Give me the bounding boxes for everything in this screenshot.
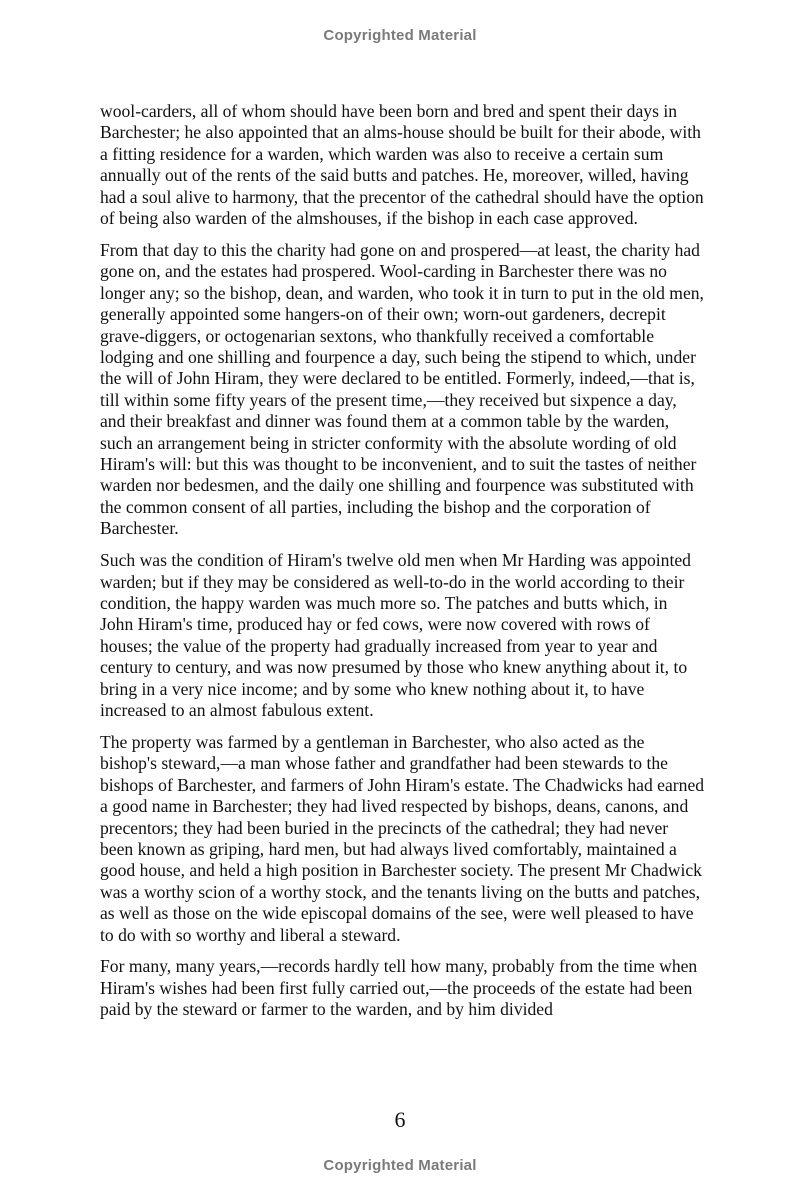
paragraph-4: The property was farmed by a gentleman in Barchester, who also acted as the bishop's steward,—a man whose father and grandfather had been stewards to the bishops of Barchester, and farmers of John Hiram's estate. The Chadwicks had earned a good name in Barchester; they had lived respected by bishops, deans, canons, and precentors; they had been buried in the precincts of the cathedral; they had never been known as griping, hard men, but had always lived comfortably, maintained a good house, and held a high position in Barchester society. The present Mr Chadwick was a worthy scion of a worthy stock, and the tenants living on the butts and patches, as well as those on the wide episcopal domains of the see, were well pleased to have to do with so worthy and liberal a steward. [100,731,705,945]
page-number: 6 [394,1107,406,1132]
paragraph-2: From that day to this the charity had gone on and prospered—at least, the charity had gone on, and the estates had prospered. Wool-carding in Barchester there was no longer any; so the bishop, dean, and warden, who took it in turn to put in the old men, generally appointed some hangers-on of their own; worn-out gardeners, decrepit grave-diggers, or octogenarian sextons, who thankfully received a comfortable lodging and one shilling and fourpence a day, such being the stipend to which, under the will of John Hiram, they were declared to be entitled. Formerly, indeed,—that is, till within some fifty years of the present time,—they received but sixpence a day, and their breakfast and dinner was found them at a common table by the warden, such an arrangement being in stricter conformity with the absolute wording of old Hiram's will: but this was thought to be inconvenient, and to suit the tastes of neither warden nor bedesmen, and the daily one shilling and fourpence was substituted with the common consent of all parties, including the bishop and the corporation of Barchester. [100,239,704,539]
paragraph-5: For many, many years,—records hardly tell how many, probably from the time when Hiram's wishes had been first fully carried out,—the proceeds of the estate had been paid by the steward or farmer to the warden, and by him divided [100,956,698,1020]
paragraph-3: Such was the condition of Hiram's twelve old men when Mr Harding was appointed warden; but if they may be considered as well-to-do in the world according to their condition, the happy warden was much more so. The patches and butts which, in John Hiram's time, produced hay or fed cows, were now covered with rows of houses; the value of the property had gradually increased from year to year and century to century, and was now presumed by those who knew anything about it, to bring in a very nice income; and by some who knew nothing about it, to have increased to an almost fabulous extent. [100,550,691,720]
page-body [100,101,705,1031]
copyright-watermark-top: Copyrighted Material [323,27,477,44]
copyright-watermark-bottom: Copyrighted Material [323,1157,477,1174]
paragraph-1: wool-carders, all of whom should have been born and bred and spent their days in Barchester; he also appointed that an alms-house should be built for their abode, with a fitting residence for a warden, which warden was also to receive a certain sum annually out of the rents of the said butts and patches. He, moreover, willed, having had a soul alive to harmony, that the precentor of the cathedral should have the option of being also warden of the almshouses, if the bishop in each case approved. [100,101,704,229]
